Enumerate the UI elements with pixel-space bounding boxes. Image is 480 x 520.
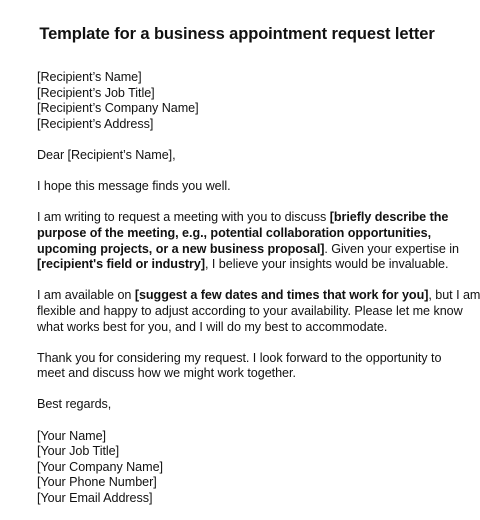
p3-line2: meet and discuss how we might work together. [37, 366, 296, 381]
sender-job-title: [Your Job Title] [37, 444, 120, 459]
salutation-placeholder: [Recipient’s Name] [67, 147, 173, 162]
salutation-prefix: Dear [37, 147, 68, 162]
p1-placeholder-end: upcoming projects, or a new business proposal] [37, 241, 325, 256]
p2-text: I am available on [37, 288, 135, 303]
opening-line [37, 179, 437, 195]
paragraph-availability [37, 288, 480, 335]
sender-name: [Your Name] [37, 428, 106, 443]
p3-line1: Thank you for considering my request. I look forward to the opportunity to [37, 350, 442, 365]
p2-dates-placeholder: [suggest a few dates and times that work for you] [134, 288, 429, 303]
p1-placeholder-cont: purpose of the meeting, e.g., potential collaboration opportunities, [37, 225, 432, 240]
closing-text: Best regards, [37, 397, 112, 412]
letter-body [37, 70, 480, 507]
page-title: Template for a business appointment request letter [39, 25, 435, 43]
recipient-job-title: [Recipient’s Job Title] [37, 85, 155, 100]
p1-text-3: , I believe your insights would be invaluable. [205, 257, 449, 272]
p1-field-placeholder: [recipient's field or industry] [37, 257, 205, 272]
recipient-company: [Recipient’s Company Name] [37, 101, 199, 116]
p1-text: I am writing to request a meeting with you to discuss [37, 210, 330, 225]
p2-line2: flexible and happy to adjust according to your availability. Please let me know [37, 303, 463, 318]
opening-text: I hope this message finds you well. [37, 179, 231, 194]
p2-text-2: , but I am [428, 288, 480, 303]
recipient-address: [Recipient’s Address] [37, 116, 154, 131]
p1-text-2: . Given your expertise in [324, 241, 459, 256]
salutation-suffix: , [172, 147, 176, 162]
sender-email: [Your Email Address] [37, 491, 153, 506]
paragraph-thanks [37, 350, 442, 382]
paragraph-purpose [37, 210, 459, 272]
closing [37, 397, 437, 413]
sender-company: [Your Company Name] [37, 459, 163, 474]
sender-phone: [Your Phone Number] [37, 475, 157, 490]
recipient-name: [Recipient’s Name] [37, 70, 142, 84]
p1-placeholder: [briefly describe the [329, 210, 449, 225]
signature-block [37, 429, 437, 507]
p2-line3: what works best for you, and I will do my best to accommodate. [37, 319, 388, 334]
salutation [37, 148, 437, 164]
recipient-block [37, 70, 437, 132]
